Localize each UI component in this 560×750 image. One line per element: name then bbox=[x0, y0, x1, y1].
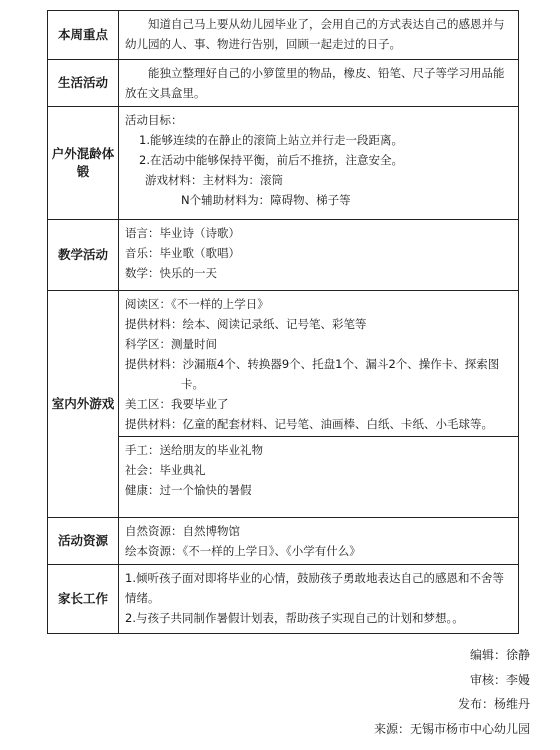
indoor-sub-section bbox=[119, 436, 518, 500]
list-item: 2.与孩子共同制作暑假计划表，帮助孩子实现自己的计划和梦想。。 bbox=[125, 611, 464, 625]
list-item: 科学区：测量时间 bbox=[125, 337, 217, 351]
row-label: 户外混龄体锻 bbox=[48, 107, 119, 219]
reviewer-credit: 审核：李嫚 bbox=[469, 672, 530, 687]
row-life bbox=[48, 59, 518, 106]
editor-credit: 编辑：徐静 bbox=[469, 648, 530, 662]
weekly-plan-table bbox=[47, 10, 519, 634]
row-outdoor bbox=[48, 106, 518, 219]
list-item: 提供材料：沙漏瓶4个、转换器9个、托盘1个、漏斗2个、操作卡、探索图卡。 bbox=[125, 357, 500, 391]
list-item: 1.能够连续的在静止的滚筒上站立并行走一段距离。 bbox=[139, 133, 403, 147]
list-item: 提供材料：亿童的配套材料、记号笔、油画棒、白纸、卡纸、小毛球等。 bbox=[125, 417, 493, 431]
list-item: 阅读区：《不一样的上学日》 bbox=[125, 297, 269, 311]
row-content bbox=[119, 11, 518, 59]
row-content bbox=[119, 291, 518, 517]
list-item: 社会：毕业典礼 bbox=[125, 463, 206, 477]
row-teaching bbox=[48, 219, 518, 290]
credits-footer bbox=[374, 643, 530, 741]
list-item: 游戏材料：主材料为：滚筒 bbox=[145, 173, 283, 187]
life-text: 能独立整理好自己的小箩筐里的物品，橡皮、铅笔、尺子等学习用品能放在文具盒里。 bbox=[125, 66, 505, 100]
row-focus bbox=[48, 11, 518, 59]
row-label: 家长工作 bbox=[48, 565, 119, 633]
list-item: 手工：送给朋友的毕业礼物 bbox=[125, 443, 263, 457]
list-item: 绘本资源：《不一样的上学日》、《小学有什么》 bbox=[125, 544, 361, 558]
row-label: 生活活动 bbox=[48, 60, 119, 106]
row-parents bbox=[48, 564, 518, 633]
list-item: 1.倾听孩子面对即将毕业的心情，鼓励孩子勇敢地表达自己的感恩和不舍等情绪。 bbox=[125, 571, 504, 605]
row-content bbox=[119, 107, 518, 219]
list-item: 语言：毕业诗（诗歌） bbox=[125, 226, 240, 240]
focus-text: 知道自己马上要从幼儿园毕业了，会用自己的方式表达自己的感恩并与幼儿园的人、事、物进行告别，回顾一起走过的日子。 bbox=[125, 17, 505, 51]
row-label: 教学活动 bbox=[48, 220, 119, 290]
list-item: 自然资源：自然博物馆 bbox=[125, 524, 240, 538]
list-item: 美工区：我要毕业了 bbox=[125, 397, 229, 411]
row-label: 本周重点 bbox=[48, 11, 119, 59]
row-content bbox=[119, 518, 518, 564]
list-item: 提供材料：绘本、阅读记录纸、记号笔、彩笔等 bbox=[125, 317, 367, 331]
list-item: 2.在活动中能够保持平衡，前后不推挤，注意安全。 bbox=[139, 153, 403, 167]
row-resources bbox=[48, 517, 518, 564]
list-item: N个辅助材料为：障碍物、梯子等 bbox=[181, 193, 351, 207]
publisher-credit: 发布：杨维丹 bbox=[457, 697, 530, 711]
row-label: 室内外游戏 bbox=[48, 291, 119, 517]
row-content bbox=[119, 60, 518, 106]
list-item: 活动目标： bbox=[125, 113, 183, 127]
list-item: 音乐：毕业歌（歌唱） bbox=[125, 246, 240, 260]
row-label: 活动资源 bbox=[48, 518, 119, 564]
source-credit: 来源：无锡市杨市中心幼儿园 bbox=[373, 721, 530, 736]
list-item: 健康：过一个愉快的暑假 bbox=[125, 483, 252, 497]
row-content bbox=[119, 220, 518, 290]
list-item: 数学：快乐的一天 bbox=[125, 266, 217, 280]
row-content bbox=[119, 565, 518, 633]
row-indoor bbox=[48, 290, 518, 517]
